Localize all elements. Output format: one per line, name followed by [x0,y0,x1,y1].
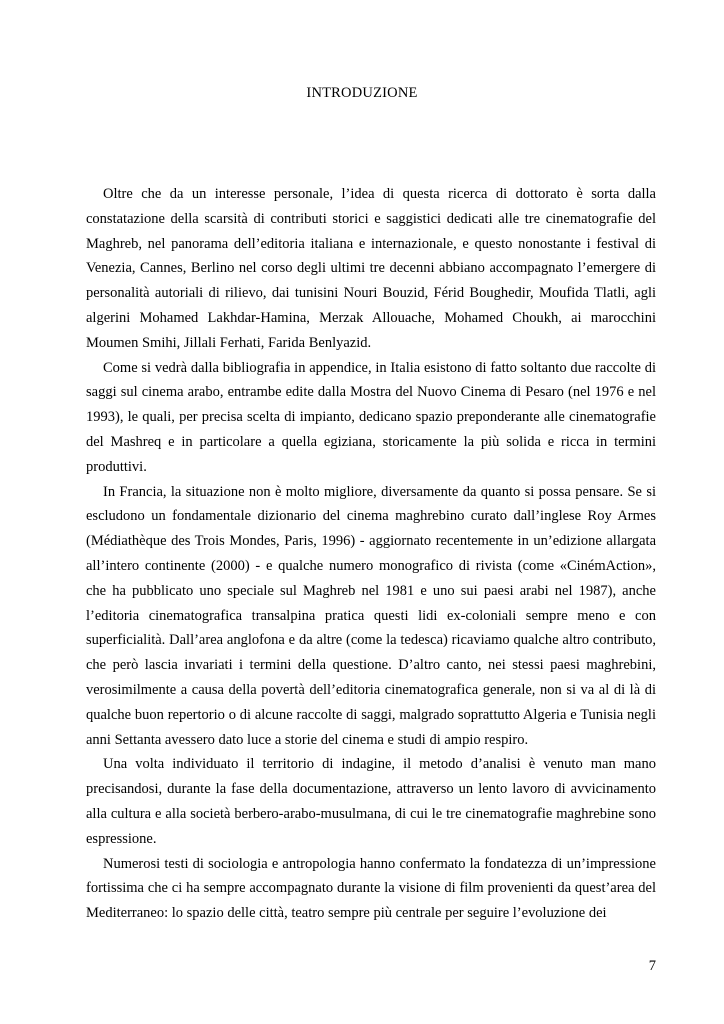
paragraph-5: Numerosi testi di sociologia e antropologia hanno confermato la fondatezza di un’impressione fortissima che ci ha sempre accompagnato durante la visione di film provenienti da quest’area del Mediterraneo: lo spazio delle città, teatro sempre più centrale per seguire l’evoluzione dei [86,855,656,922]
body-text [86,182,656,926]
page-title: INTRODUZIONE [306,85,418,101]
paragraph-3: In Francia, la situazione non è molto migliore, diversamente da quanto si possa pensare. Se si escludono un fondamentale dizionario del cinema maghrebino curato dall’inglese Roy Armes (Médiathèque des Trois Mondes, Paris, 1996) - aggiornato recentemente in un’edizione allargata all’intero continente (2000) - e qualche numero monografico di rivista (come «CinémAction», che ha pubblicato uno speciale sul Maghreb nel 1981 e uno sui paesi arabi nel 1987), anche l’editoria cinematografica transalpina pratica questi lidi ex-coloniali sempre meno e con superficialità. Dall’area anglofona e da altre (come la tedesca) ricaviamo qualche altro contributo, che però lascia invariati i termini della questione. D’altro canto, nei stessi paesi maghrebini, verosimilmente a causa della povertà dell’editoria cinematografica generale, non si va al di là di qualche buon repertorio o di alcune raccolte di saggi, malgrado soprattutto Algeria e Tunisia negli anni Settanta avessero dato luce a storie del cinema e studi di ampio respiro. [86,483,656,748]
page-number: 7 [648,958,656,974]
paragraph-4: Una volta individuato il territorio di indagine, il metodo d’analisi è venuto man mano precisandosi, durante la fase della documentazione, attraverso un lento lavoro di avvicinamento alla cultura e alla società berbero-arabo-musulmana, di cui le tre cinematografie maghrebine sono espressione. [86,756,656,847]
paragraph-1: Oltre che da un interesse personale, l’idea di questa ricerca di dottorato è sorta dalla constatazione della scarsità di contributi storici e saggistici dedicati alle tre cinematografie del Maghreb, nel panorama dell’editoria italiana e internazionale, e questo nonostante i festival di Venezia, Cannes, Berlino nel corso degli ultimi tre decenni abbiano accompagnato l’emergere di personalità autoriali di rilievo, dai tunisini Nouri Bouzid, Férid Boughedir, Moufida Tlatli, agli algerini Mohamed Lakhdar-Hamina, Merzak Allouache, Mohamed Choukh, ai marocchini Moumen Smihi, Jillali Ferhati, Farida Benlyazid. [86,186,656,351]
paragraph-2: Come si vedrà dalla bibliografia in appendice, in Italia esistono di fatto soltanto due raccolte di saggi sul cinema arabo, entrambe edite dalla Mostra del Nuovo Cinema di Pesaro (nel 1976 e nel 1993), le quali, per precisa scelta di impianto, dedicano spazio preponderante alle cinematografie del Mashreq e in particolare a quella egiziana, storicamente la più solida e ricca in termini produttivi. [86,359,656,475]
